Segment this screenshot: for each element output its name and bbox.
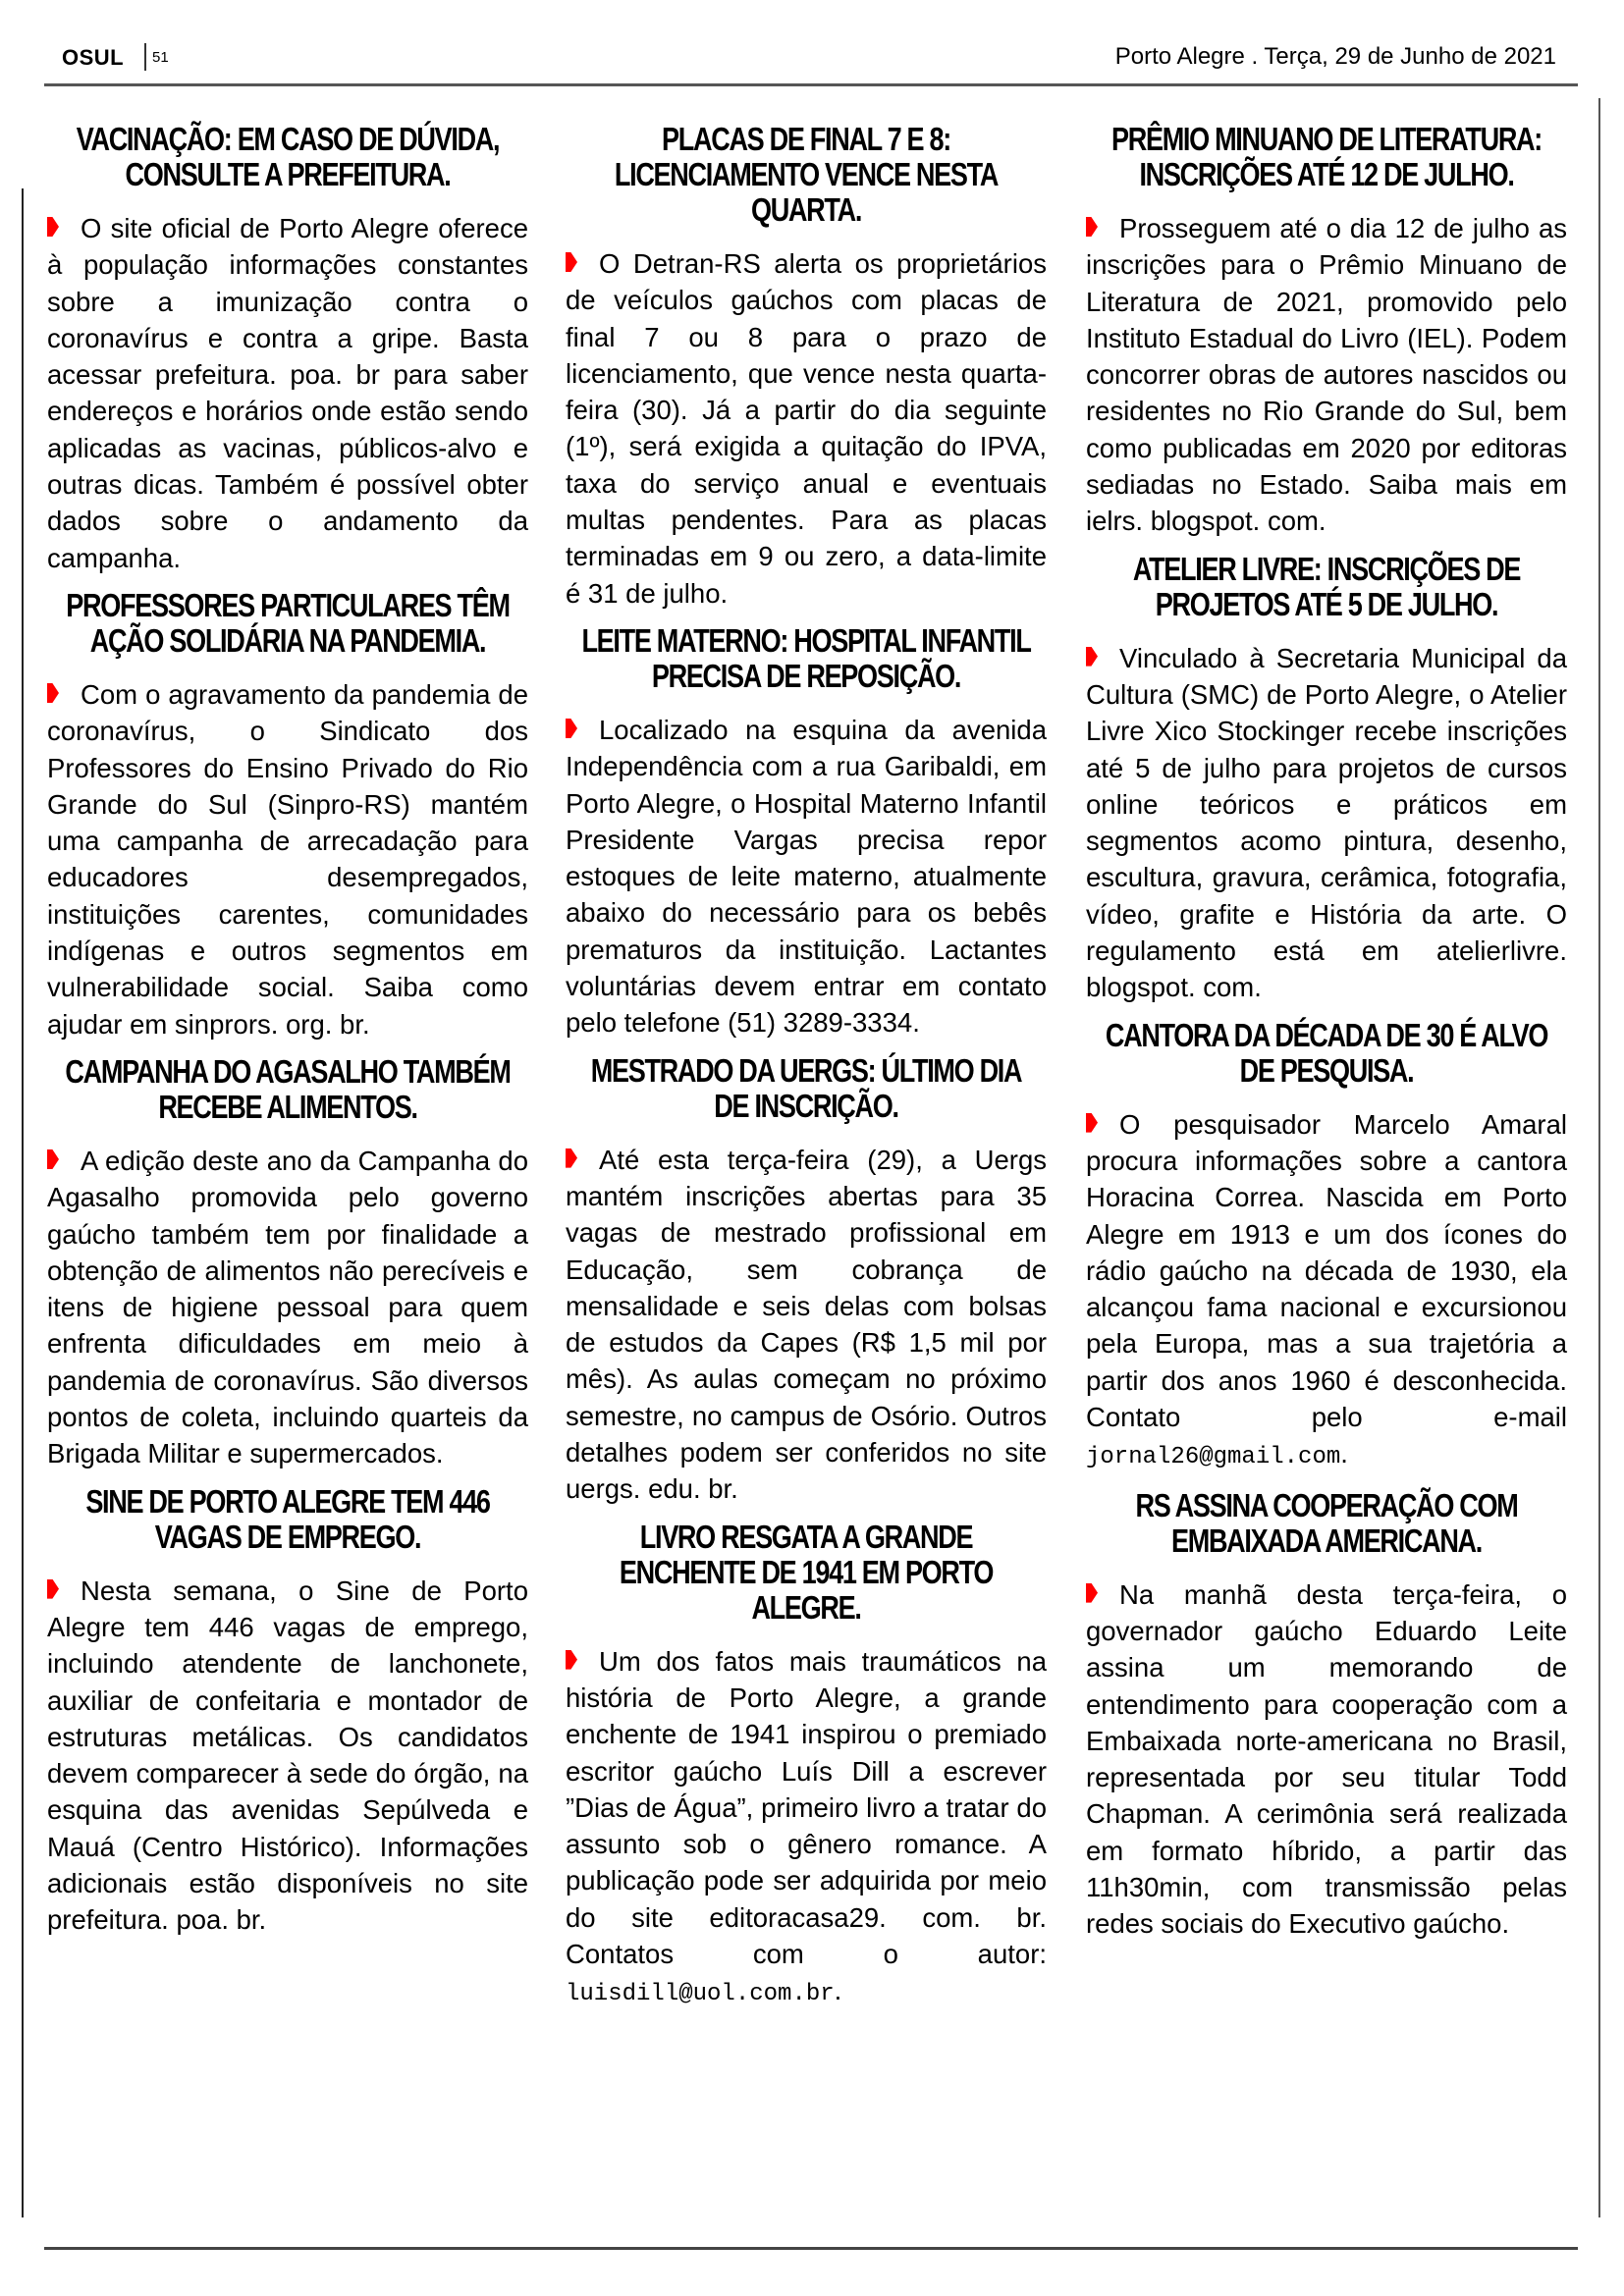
article-body: Um dos fatos mais traumáticos na história de Porto Alegre, a grande enchente de 1941 inspirou o premiado escritor gaúcho Luís Dill a escrever ”Dias de Água”, primeiro livro a tratar do assunto sob o gênero romance. A publicação pode ser adquirida por meio do site editoracasa29. com. br. Contatos com o autor: luisdill@uol.com.br. (566, 1645, 1047, 2008)
article-body: Nesta semana, o Sine de Porto Alegre tem 446 vagas de emprego, incluindo atendente de lanchonete, auxiliar de confeitaria e montador de estruturas metálicas. Os candidatos devem comparecer à sede do órgão, na esquina das avenidas Sepúlveda e Mauá (Centro Histórico). Informações adicionais estão disponíveis no site prefeitura. poa. br. (47, 1575, 528, 1936)
red-arrow-bullet-icon (566, 1650, 577, 1670)
article-mestrado-uergs (566, 1053, 1047, 1508)
article-body: Prosseguem até o dia 12 de julho as inscrições para o Prêmio Minuano de Literatura de 2021, promovido pelo Instituto Estadual do Livro (IEL). Podem concorrer obras de autores nascidos ou residentes no Rio Grande do Sul, bem como publicadas em 2020 por editoras sediadas no Estado. Saiba mais em ielrs. blogspot. com. (1086, 213, 1567, 537)
footer-rule (44, 2247, 1578, 2250)
red-arrow-bullet-icon (47, 217, 59, 237)
article-headline: MESTRADO DA UERGS: ÚLTIMO DIA DE INSCRIÇÃO. (590, 1051, 1022, 1124)
page-number: 51 (152, 49, 169, 66)
article-sine (47, 1484, 528, 1939)
header-rule (44, 83, 1578, 86)
article-body: Com o agravamento da pandemia de coronavírus, o Sindicato dos Professores do Ensino Privado do Rio Grande do Sul (Sinpro-RS) mantém uma campanha de arrecadação para educadores desempregados, instituições carentes, comunidades indígenas e outros segmentos em vulnerabilidade social. Saiba como ajudar em sinprors. org. br. (47, 678, 528, 1040)
article-cantora (1086, 1018, 1567, 1476)
article-livro-enchente (566, 1520, 1047, 2013)
newspaper-brand: OSUL (62, 45, 125, 70)
article-headline: RS ASSINA COOPERAÇÃO COM EMBAIXADA AMERICANA. (1135, 1486, 1518, 1559)
article-leite-materno (566, 623, 1047, 1041)
article-body: Localizado na esquina da avenida Independência com a rua Garibaldi, em Porto Alegre, o Hospital Materno Infantil Presidente Vargas precisa repor estoques de leite materno, atualmente abaixo do necessário para os bebês prematuros da instituição. Lactantes voluntárias devem entrar em contato pelo telefone (51) 3289-3334. (566, 714, 1047, 1039)
red-arrow-bullet-icon (566, 252, 577, 272)
contact-email-link[interactable]: jornal26@gmail.com (1086, 1444, 1341, 1471)
article-headline: VACINAÇÃO: EM CASO DE DÚVIDA, CONSULTE A PREFEITURA. (76, 121, 500, 192)
article-headline: CANTORA DA DÉCADA DE 30 É ALVO DE PESQUISA. (1105, 1016, 1548, 1089)
red-arrow-bullet-icon (1086, 1583, 1098, 1603)
article-headline: LEITE MATERNO: HOSPITAL INFANTIL PRECISA DE REPOSIÇÃO. (581, 621, 1031, 694)
left-margin-line (22, 188, 24, 2217)
article-atelier-livre (1086, 552, 1567, 1006)
red-arrow-bullet-icon (1086, 1113, 1098, 1133)
article-vacinacao (47, 122, 528, 576)
article-headline: PLACAS DE FINAL 7 E 8: LICENCIAMENTO VENCE NESTA QUARTA. (614, 121, 999, 228)
dateline: Porto Alegre . Terça, 29 de Junho de 2021 (1114, 43, 1556, 70)
column-1 (47, 116, 528, 1950)
red-arrow-bullet-icon (566, 1148, 577, 1168)
right-margin-line (1598, 98, 1600, 2217)
column-3 (1086, 116, 1567, 1954)
red-arrow-bullet-icon (1086, 217, 1098, 237)
article-agasalho (47, 1054, 528, 1472)
page-header (44, 37, 1578, 79)
article-body: Na manhã desta terça-feira, o governador gaúcho Eduardo Leite assina um memorando de entendimento para cooperação com a Embaixada norte-americana no Brasil, representada por seu titular Todd Chapman. A cerimônia será realizada em formato híbrido, a partir das 11h30min, com transmissão pelas redes sociais do Executivo gaúcho. (1086, 1578, 1567, 1940)
article-body: Vinculado à Secretaria Municipal da Cultura (SMC) de Porto Alegre, o Atelier Livre Xico Stockinger recebe inscrições até 5 de julho para projetos de cursos online teóricos e práticos em segmentos acomo pintura, desenho, escultura, gravura, cerâmica, fotografia, vídeo, grafite e História da arte. O regulamento está em atelierlivre. blogspot. com. (1086, 642, 1567, 1003)
author-email-link[interactable]: luisdill@uol.com.br (566, 1981, 835, 2008)
article-rs-embaixada (1086, 1488, 1567, 1943)
article-premio-minuano (1086, 122, 1567, 540)
article-body: O pesquisador Marcelo Amaral procura informações sobre a cantora Horacina Correa. Nascida em Porto Alegre em 1913 e um dos ícones do rádio gaúcho na década de 1930, ela alcançou fama nacional e excursionou pela Europa, mas a sua trajetória a partir dos anos 1960 é desconhecida. Contato pelo e-mail jornal26@gmail.com. (1086, 1108, 1567, 1471)
article-headline: LIVRO RESGATA A GRANDE ENCHENTE DE 1941 EM PORTO ALEGRE. (619, 1518, 994, 1626)
red-arrow-bullet-icon (1086, 647, 1098, 667)
red-arrow-bullet-icon (47, 1579, 59, 1599)
column-2 (566, 116, 1047, 2025)
red-arrow-bullet-icon (47, 683, 59, 703)
header-divider (144, 43, 146, 71)
article-headline: CAMPANHA DO AGASALHO TAMBÉM RECEBE ALIMENTOS. (65, 1052, 511, 1125)
article-headline: PRÊMIO MINUANO DE LITERATURA: INSCRIÇÕES ATÉ 12 DE JULHO. (1110, 121, 1542, 192)
article-headline: ATELIER LIVRE: INSCRIÇÕES DE PROJETOS ATÉ 5 DE JULHO. (1132, 550, 1521, 622)
article-body: O site oficial de Porto Alegre oferece à população informações constantes sobre a imunização contra o coronavírus e contra a gripe. Basta acessar prefeitura. poa. br para saber endereços e horários onde estão sendo aplicadas as vacinas, públicos-alvo e outras dicas. Também é possível obter dados sobre o andamento da campanha. (47, 213, 528, 573)
red-arrow-bullet-icon (47, 1149, 59, 1169)
article-body: Até esta terça-feira (29), a Uergs mantém inscrições abertas para 35 vagas de mestrado profissional em Educação, sem cobrança de mensalidade e seis delas com bolsas de estudos da Capes (R$ 1,5 mil por mês). As aulas começam no próximo semestre, no campus de Osório. Outros detalhes podem ser conferidos no site uergs. edu. br. (566, 1144, 1047, 1505)
red-arrow-bullet-icon (566, 719, 577, 738)
article-placas (566, 122, 1047, 612)
article-headline: PROFESSORES PARTICULARES TÊM AÇÃO SOLIDÁRIA NA PANDEMIA. (66, 586, 510, 659)
article-professores (47, 588, 528, 1042)
article-body: O Detran-RS alerta os proprietários de veículos gaúchos com placas de final 7 ou 8 para o prazo de licenciamento, que vence nesta quarta-feira (30). Já a partir do dia seguinte (1º), será exigida a quitação do IPVA, taxa do serviço anual e eventuais multas pendentes. Para as placas terminadas em 9 ou zero, a data-limite é 31 de julho. (566, 248, 1047, 609)
article-body: A edição deste ano da Campanha do Agasalho promovida pelo governo gaúcho também tem por finalidade a obtenção de alimentos não perecíveis e itens de higiene pessoal para quem enfrenta dificuldades em meio à pandemia de coronavírus. São diversos pontos de coleta, incluindo quarteis da Brigada Militar e supermercados. (47, 1145, 528, 1469)
article-headline: SINE DE PORTO ALEGRE TEM 446 VAGAS DE EMPREGO. (85, 1482, 490, 1555)
